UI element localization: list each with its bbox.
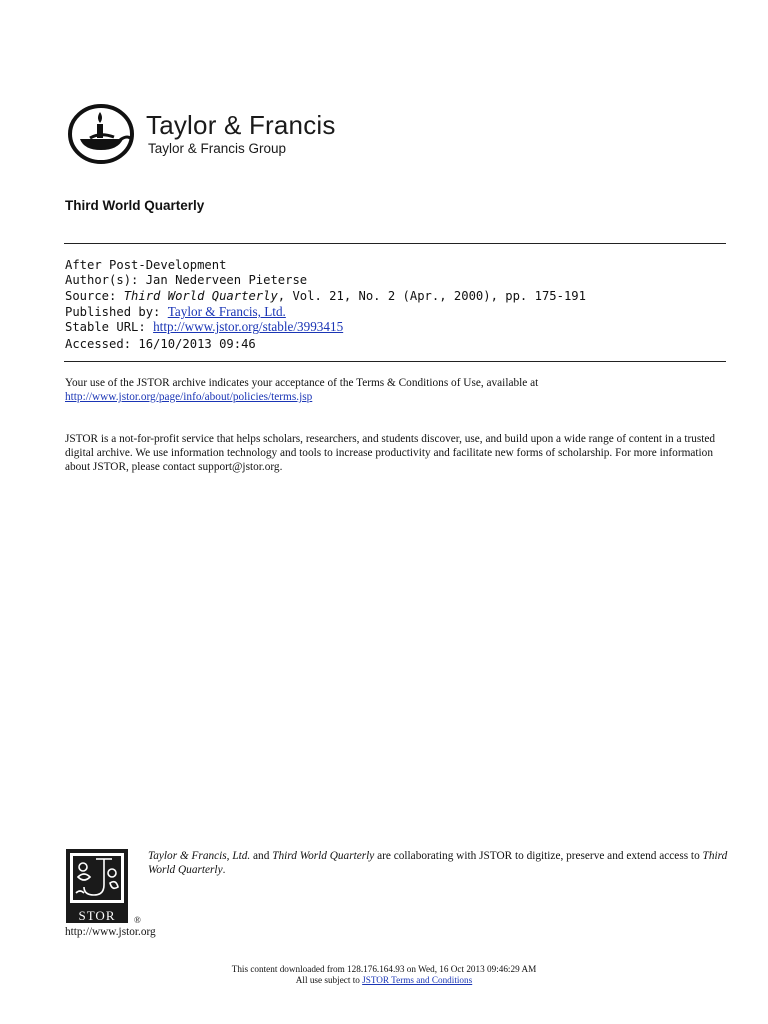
article-title: After Post-Development xyxy=(65,258,227,272)
registered-mark: ® xyxy=(134,915,141,925)
collab-and: and xyxy=(250,850,273,862)
jstor-logo-text: STOR xyxy=(78,908,116,923)
source-line xyxy=(65,289,586,304)
source-label: Source: xyxy=(65,288,124,303)
published-label: Published by: xyxy=(65,304,168,319)
terms-link[interactable]: http://www.jstor.org/page/info/about/policies/terms.jsp xyxy=(65,391,313,403)
journal-title: Third World Quarterly xyxy=(65,198,205,213)
accessed-label: Accessed: xyxy=(65,336,139,351)
source-journal: Third World Quarterly xyxy=(123,288,278,303)
download-info: This content downloaded from 128.176.164.93 on Wed, 16 Oct 2013 09:46:29 AM xyxy=(231,964,537,974)
terms-notice-text: Your use of the JSTOR archive indicates your acceptance of the Terms & Conditions of Use, available at xyxy=(65,377,539,389)
collaboration-notice xyxy=(148,849,728,877)
accessed-date: 16/10/2013 09:46 xyxy=(138,336,256,351)
citation-block xyxy=(65,258,586,352)
collab-end: . xyxy=(222,864,226,876)
jstor-terms-link[interactable]: JSTOR Terms and Conditions xyxy=(362,974,473,985)
stable-url-line xyxy=(65,319,586,334)
publisher-name: Taylor & Francis xyxy=(146,110,336,140)
divider-bottom xyxy=(64,361,726,362)
jstor-url: http://www.jstor.org xyxy=(65,926,156,938)
divider-top xyxy=(64,243,726,244)
jstor-logo xyxy=(66,849,146,927)
collab-publisher: Taylor & Francis, Ltd. xyxy=(148,850,251,862)
accessed-line xyxy=(65,337,586,352)
jstor-about-text: JSTOR is a not-for-profit service that helps scholars, researchers, and students discover, use, and build upon a wide range of content in a trusted digital archive. We use information technology and tools to increase productivity and facilitate new forms of scholarship. For more information about JSTOR, please contact support@jstor.org. xyxy=(65,433,716,473)
stable-url-label: Stable URL: xyxy=(65,320,154,335)
lamp-emblem-icon xyxy=(70,106,132,162)
authors: Jan Nederveen Pieterse xyxy=(145,273,308,288)
source-details: , Vol. 21, No. 2 (Apr., 2000), pp. 175-191 xyxy=(277,288,586,303)
publisher-link[interactable]: Taylor & Francis, Ltd. xyxy=(167,303,286,319)
published-line xyxy=(65,304,586,319)
collab-journal-2: Third World Quarterly xyxy=(148,850,728,876)
stable-url-link[interactable]: http://www.jstor.org/stable/3993415 xyxy=(153,319,344,335)
download-footer xyxy=(0,964,768,985)
terms-footer-prefix: All use subject to xyxy=(295,974,363,985)
collab-middle: are collaborating with JSTOR to digitize, preserve and extend access to xyxy=(374,850,703,862)
terms-notice xyxy=(65,376,725,404)
publisher-group: Taylor & Francis Group xyxy=(148,141,287,156)
collab-journal: Third World Quarterly xyxy=(272,850,375,862)
authors-line xyxy=(65,273,586,288)
authors-label: Author(s): xyxy=(65,273,146,288)
terms-footer-line xyxy=(0,975,768,986)
